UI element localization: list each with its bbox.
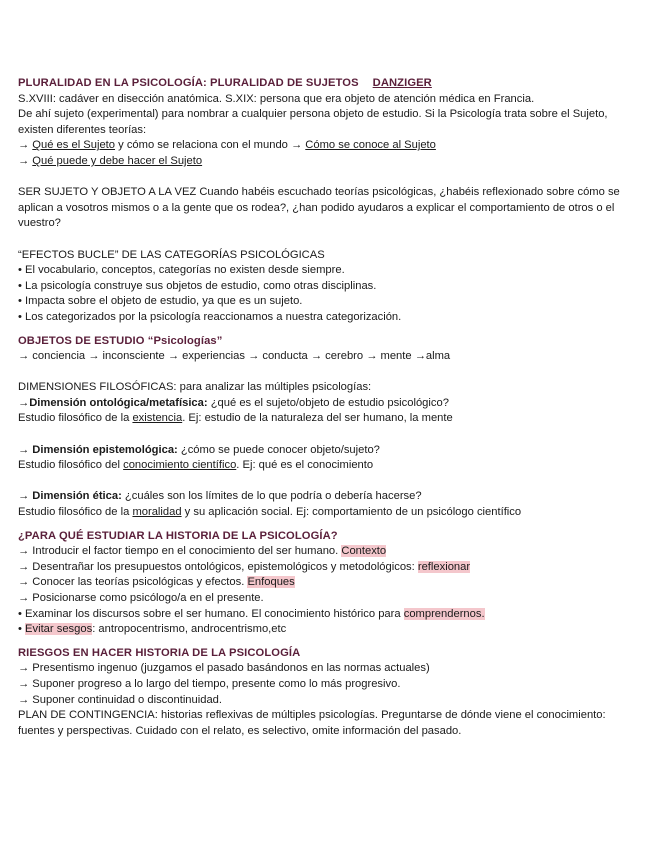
paragraph-line: S.XVIII: cadáver en disección anatómica. S.XIX: persona que era objeto de atención médica en Francia. — [18, 92, 535, 105]
section-pluralidad-heading — [18, 76, 643, 92]
bullet-item: • El vocabulario, conceptos, categorías no existen desde siempre. — [18, 264, 345, 277]
paragraph-ser-sujeto: SER SUJETO Y OBJETO A LA VEZ Cuando habéis escuchado teorías psicológicas, ¿habéis reflexionado sobre cómo se aplican a vosotros mismos o a la gente que os rodea?, ¿han podido ayudaros a explicar el comportamiento de otros o el vuestro? — [18, 186, 620, 230]
section-title-riesgos: RIESGOS EN HACER HISTORIA DE LA PSICOLOGÍA — [18, 646, 301, 659]
dimension-etica: → Dimensión ética: ¿cuáles son los límites de lo que podría o debería hacerse? — [18, 490, 422, 503]
underlined-term: Cómo se conoce al Sujeto — [305, 139, 436, 152]
bullet-item: • La psicología construye sus objetos de estudio, como otras disciplinas. — [18, 279, 377, 292]
document-page — [18, 76, 643, 739]
dimension-ontologica: →Dimensión ontológica/metafísica: ¿qué es el sujeto/objeto de estudio psicológico? — [18, 396, 449, 409]
list-item: → Suponer progreso a lo largo del tiempo, presente como lo más progresivo. — [18, 677, 401, 690]
highlighted-term: Evitar sesgos — [25, 623, 93, 636]
objects-line: → conciencia → inconsciente → experiencias → conducta → cerebro → mente →alma — [18, 350, 451, 363]
bullet-item: • Impacta sobre el objeto de estudio, ya que es un sujeto. — [18, 295, 303, 308]
dimension-example: Estudio filosófico de la moralidad y su aplicación social. Ej: comportamiento de un psicólogo científico — [18, 506, 522, 519]
list-item: → Desentrañar los presupuestos ontológicos, epistemológicos y metodológicos: reflexionar — [18, 560, 471, 573]
list-item: → Presentismo ingenuo (juzgamos el pasado basándonos en las normas actuales) — [18, 662, 430, 675]
list-item: • Evitar sesgos: antropocentrismo, androcentrismo,etc — [18, 623, 287, 636]
bullet-item: • Los categorizados por la psicología reaccionamos a nuestra categorización. — [18, 310, 402, 323]
dimension-example: Estudio filosófico del conocimiento científico. Ej: qué es el conocimiento — [18, 459, 374, 472]
underlined-term: conocimiento científico — [123, 459, 237, 472]
author-name: DANZIGER — [372, 77, 432, 89]
dimension-epistemologica: → Dimensión epistemológica: ¿cómo se puede conocer objeto/sujeto? — [18, 443, 380, 456]
section-title: PLURALIDAD EN LA PSICOLOGÍA: PLURALIDAD DE SUJETOS — [18, 77, 359, 89]
highlighted-term: Contexto — [341, 545, 387, 558]
underlined-term: Qué es el Sujeto — [32, 139, 116, 152]
underlined-term: moralidad — [132, 506, 182, 519]
highlighted-term: comprendernos. — [403, 607, 485, 620]
highlighted-term: reflexionar — [417, 560, 471, 573]
dimension-example: Estudio filosófico de la existencia. Ej: estudio de la naturaleza del ser humano, la mente — [18, 412, 453, 425]
list-item: → Conocer las teorías psicológicas y efectos. Enfoques — [18, 576, 295, 589]
list-item: • Examinar los discursos sobre el ser humano. El conocimiento histórico para comprendernos. — [18, 607, 485, 620]
dimensiones-intro: DIMENSIONES FILOSÓFICAS: para analizar las múltiples psicologías: — [18, 381, 372, 394]
section-title-objetos-estudio: OBJETOS DE ESTUDIO “Psicologías” — [18, 334, 223, 347]
plan-contingencia: PLAN DE CONTINGENCIA: historias reflexivas de múltiples psicologías. Preguntarse de dónde viene el conocimiento: fuentes y perspectivas. Cuidado con el relato, es selectivo, omite información del pasado. — [18, 709, 606, 737]
highlighted-term: Enfoques — [247, 576, 295, 589]
list-item: → Introducir el factor tiempo en el conocimiento del ser humano. Contexto — [18, 545, 387, 558]
paragraph-line: → Qué es el Sujeto y cómo se relaciona con el mundo → Cómo se conoce al Sujeto — [18, 139, 436, 152]
paragraph-line: De ahí sujeto (experimental) para nombrar a cualquier persona objeto de estudio. Si la Psicología trata sobre el Sujeto, existen diferentes teorías: — [18, 108, 608, 136]
section-title-para-que: ¿PARA QUÉ ESTUDIAR LA HISTORIA DE LA PSICOLOGÍA? — [18, 529, 338, 542]
underlined-term: existencia — [132, 412, 183, 425]
list-item: → Suponer continuidad o discontinuidad. — [18, 693, 223, 706]
list-item: → Posicionarse como psicólogo/a en el presente. — [18, 592, 264, 604]
paragraph-line: → Qué puede y debe hacer el Sujeto — [18, 154, 203, 167]
underlined-term: Qué puede y debe hacer el Sujeto — [32, 154, 203, 167]
section-title-efectos-bucle: “EFECTOS BUCLE” DE LAS CATEGORÍAS PSICOLÓGICAS — [18, 248, 325, 261]
